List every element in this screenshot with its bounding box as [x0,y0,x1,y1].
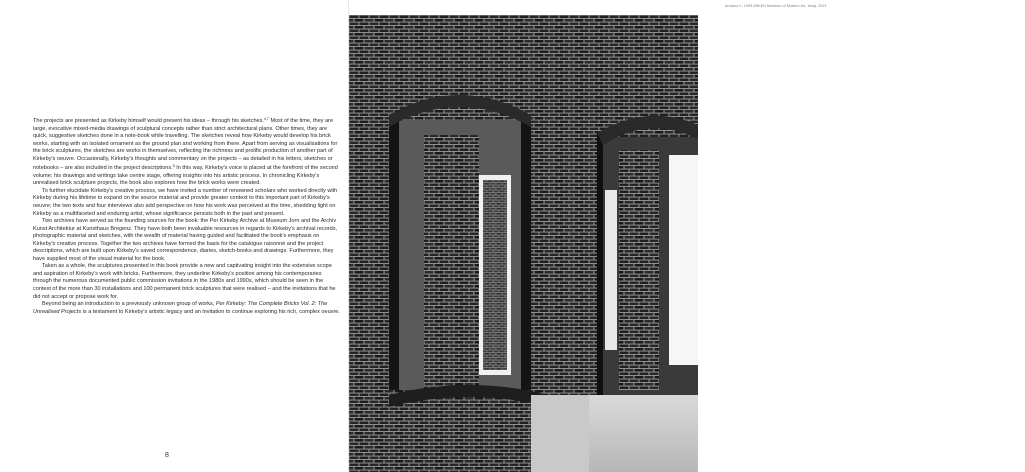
footnote-marker: 5 [172,164,175,169]
page-number: 8 [165,452,169,459]
inner-far-bricks [483,180,507,370]
paragraph-text: is a testament to Kirkeby's artistic legacy and an invitation to continue exploring his rich, complex oeuvre. [81,308,340,315]
arch-jamb [389,115,399,395]
brick-sculpture-photo [349,15,698,472]
paragraph-text: Two archives have served as the founding sources for the book: the Per Kirkeby Archive at Museum Jorn and the Archiv Kunst Architektur at Kunsthaus Bregenz. They have both been invaluable resources in regards to Kirkeby's archival records, photographic material and sketches, with the wealth of material having guided and facilitated the book's emphasis on Kirkeby's creative process. Together the two archives have formed the basis for the catalogue raisonné and the project descriptions, which are built upon Kirkeby's saved correspondence, diaries, sketch-books and drawings. Furthermore, they have supplied most of the visual material for the book. [33,218,338,262]
inner-brick-pillar [424,135,479,390]
right-pillar [619,150,659,390]
paragraph-text: Taken as a whole, the sculptures presented in this book provide a new and captivating insight into the extensive scope and aspiration of Kirkeby's work with bricks. Furthermore, they underline Kirkeby's position among his contemporaries through the numerous documented public commission invitations in the 1980s and 1990s, which should be seen in the context of the more than 30 installations and 100 permanent brick sculptures that were realised – and the invitations that he did not accept or propose work for. [33,263,336,300]
left-page [0,0,349,472]
body-paragraph [33,116,341,188]
right-far-light [605,190,617,350]
photo-caption: Arnarus II, 1999 ARKEN Museum of Modern Art, Ishøj, 2023 [725,4,827,8]
floor [531,395,589,472]
body-paragraph [33,188,341,218]
body-paragraph [33,218,341,263]
italic-text: Per Kirkeby: The Complete Bricks Vol. 2: The Unrealised Projects [33,301,328,315]
paragraph-text: In this way, Kirkeby's voice is placed at the forefront of the second volume; his drawings and writings take centre stage, offering insights into his artistic process. In chronicling Kirkeby's unrealised brick sculpture projects, the book also explores how the brick works were created. [33,165,338,187]
right-edge [597,133,603,403]
footnote-marker: 4,7 [263,117,269,121]
paragraph-text: The projects are presented as Kirkeby himself would present his ideas – through his sketches. [33,118,264,124]
right-sky [669,155,698,365]
arch-jamb [521,115,531,395]
paragraph-text: Beyond being an introduction to a previously unknown group of works, [42,301,216,308]
paragraph-text: Most of the time, they are large, evocative mixed-media drawings of sculptural concepts rather than strict architectural plans. Other times, they are quick, suggestive sketches done in a note-book while travelling. The sketches reveal how Kirkeby would develop his brick works, starting with an isolated ornament as the ground plan and working from there. Apart from serving as visualisations for the brick sculptures, the sketches are works in themselves, reflecting the richness and prolific production of another part of Kirkeby's oeuvre. Occasionally, Kirkeby's thoughts and commentary on the projects – as detailed in his letters, sketches or notebooks – are also included in the project descriptions. [33,118,338,172]
body-paragraph [33,263,341,301]
body-paragraph [33,301,341,316]
body-text [33,116,341,316]
floor [589,395,698,472]
right-page [349,0,827,472]
paragraph-text: To further elucidate Kirkeby's creative process, we have invited a number of renowned scholars who worked directly with Kirkeby during his lifetime to expand on the source material and provide greater context to this important part of Kirkeby's oeuvre; the two texts and four interviews also add perspective on how his work was perceived at the time, shedding light on Kirkeby as a multifaceted and enduring artist, whose significance persists both in the past and present. [33,187,338,217]
